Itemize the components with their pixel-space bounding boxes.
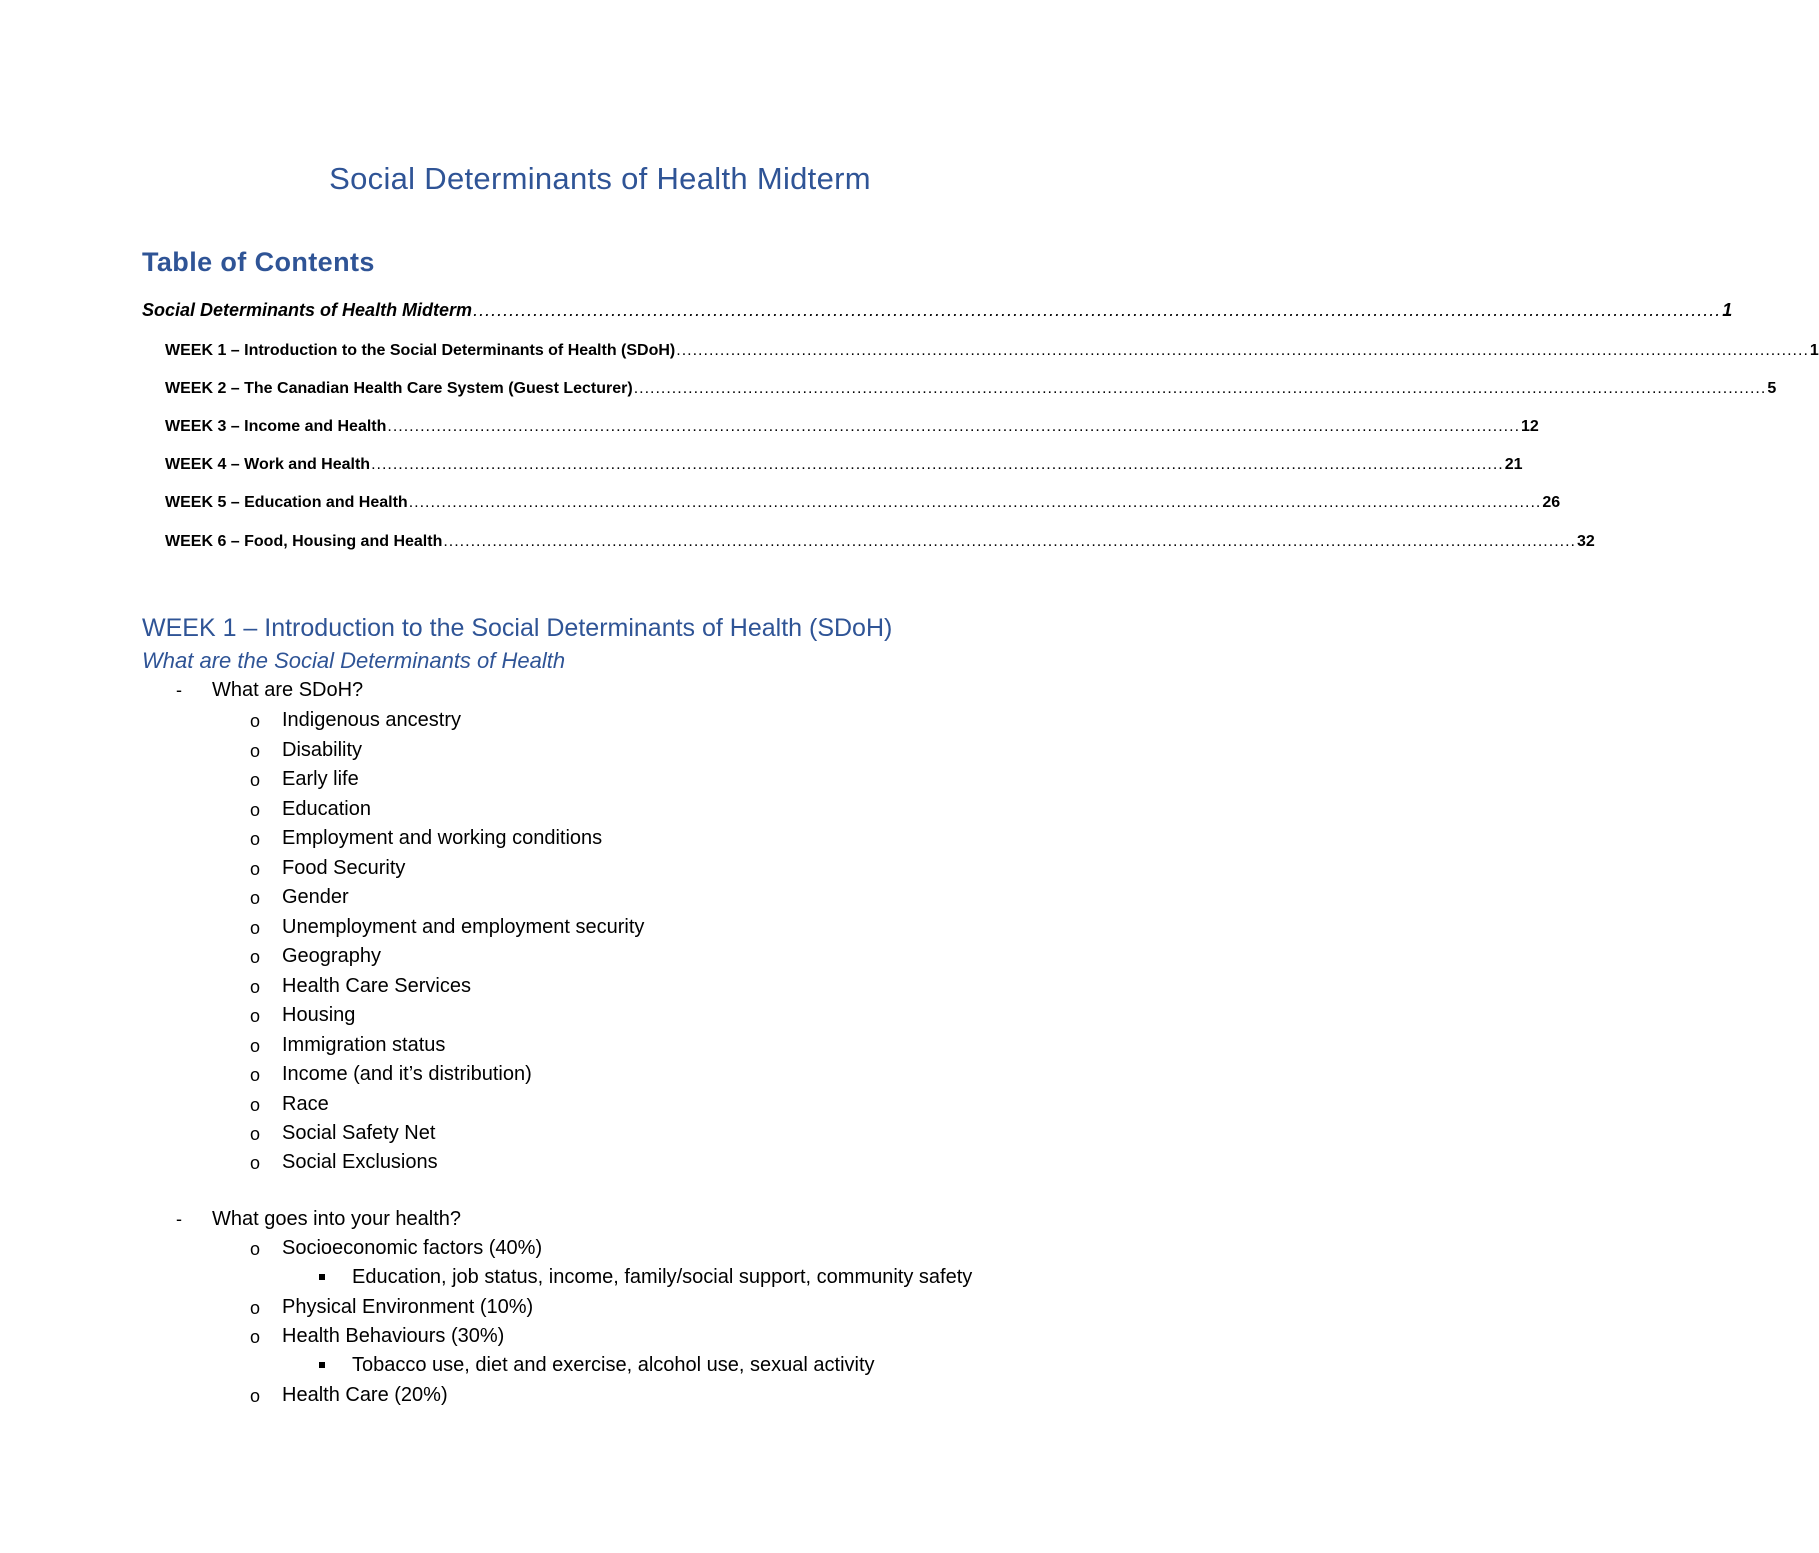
circle-bullet-marker: o (250, 1153, 261, 1173)
list-item: Early life (282, 768, 359, 790)
circle-bullet-marker: o (250, 859, 261, 879)
circle-bullet-marker: o (250, 1327, 261, 1347)
circle-bullet-marker: o (250, 829, 261, 849)
toc-entry-label: WEEK 1 – Introduction to the Social Determinants of Health (SDoH) (165, 342, 676, 359)
section-subheading: What are the Social Determinants of Health (142, 648, 566, 673)
list-item: Education, job status, income, family/social support, community safety (352, 1266, 973, 1288)
list-item: Socioeconomic factors (40%) (282, 1237, 543, 1259)
dash-bullet-marker: - (176, 680, 182, 700)
toc-heading: Table of Contents (142, 247, 375, 277)
toc-leader-dots: ................................................................................................................................................................................................................ (387, 418, 1521, 435)
toc-leader-dots: ................................................................................................................................................................................................................ (633, 380, 1767, 397)
circle-bullet-marker: o (250, 1124, 261, 1144)
list-item: Health Care Services (282, 975, 471, 997)
toc-entry-page: 26 (1542, 494, 1561, 511)
toc-entry-week-3[interactable] (165, 418, 1539, 436)
list-item: Social Safety Net (282, 1122, 436, 1144)
toc-entry-page: 32 (1576, 533, 1595, 550)
list-item: Tobacco use, diet and exercise, alcohol use, sexual activity (352, 1354, 875, 1376)
circle-bullet-marker: o (250, 1095, 261, 1115)
section-heading: WEEK 1 – Introduction to the Social Determinants of Health (SDoH) (142, 614, 893, 642)
list-item: Housing (282, 1004, 356, 1026)
list-item: Food Security (282, 857, 406, 879)
circle-bullet-marker: o (250, 1239, 261, 1259)
list-item: Social Exclusions (282, 1151, 438, 1173)
toc-entry-label: WEEK 5 – Education and Health (165, 494, 408, 511)
toc-entry-week-2[interactable] (165, 380, 1777, 398)
list-item: Immigration status (282, 1034, 446, 1056)
list-item: Physical Environment (10%) (282, 1296, 534, 1318)
circle-bullet-marker: o (250, 800, 261, 820)
toc-entry-label: WEEK 6 – Food, Housing and Health (165, 533, 443, 550)
list-item: Geography (282, 945, 381, 967)
list-item: Unemployment and employment security (282, 916, 645, 938)
list-item: Employment and working conditions (282, 827, 603, 849)
circle-bullet-marker: o (250, 741, 261, 761)
dash-bullet-marker: - (176, 1209, 182, 1229)
toc-entry-label: WEEK 3 – Income and Health (165, 418, 387, 435)
list-item: Indigenous ancestry (282, 709, 462, 731)
list-item: Gender (282, 886, 349, 908)
square-bullet-marker (319, 1274, 325, 1280)
square-bullet-marker (319, 1362, 325, 1368)
toc-entry-label: WEEK 4 – Work and Health (165, 456, 371, 473)
toc-entry-page: 1 (1809, 342, 1819, 359)
circle-bullet-marker: o (250, 1386, 261, 1406)
circle-bullet-marker: o (250, 1298, 261, 1318)
document-title: Social Determinants of Health Midterm (329, 161, 871, 196)
toc-entry-week-6[interactable] (165, 533, 1595, 551)
toc-entry-week-1[interactable] (165, 342, 1819, 360)
toc-entry-week-4[interactable] (165, 456, 1523, 474)
circle-bullet-marker: o (250, 918, 261, 938)
list-item: What are SDoH? (212, 679, 364, 701)
list-item: Health Behaviours (30%) (282, 1325, 505, 1347)
circle-bullet-marker: o (250, 977, 261, 997)
toc-leader-dots: ................................................................................................................................................................................................................ (473, 300, 1722, 320)
toc-leader-dots: ................................................................................................................................................................................................................ (443, 533, 1576, 550)
toc-entry-label: WEEK 2 – The Canadian Health Care System (Guest Lecturer) (165, 380, 633, 397)
toc-entry-title[interactable] (142, 300, 1733, 321)
toc-entry-page: 12 (1521, 418, 1539, 435)
list-item: Disability (282, 739, 363, 761)
toc-entry-page: 21 (1504, 456, 1523, 473)
toc-entry-week-5[interactable] (165, 494, 1561, 512)
circle-bullet-marker: o (250, 888, 261, 908)
toc-leader-dots: ................................................................................................................................................................................................................ (408, 494, 1542, 511)
circle-bullet-marker: o (250, 1006, 261, 1026)
list-item: Health Care (20%) (282, 1384, 448, 1406)
toc-entry-page: 1 (1722, 300, 1733, 320)
circle-bullet-marker: o (250, 947, 261, 967)
toc-entry-label: Social Determinants of Health Midterm (142, 300, 473, 320)
list-item: Income (and it’s distribution) (282, 1063, 532, 1085)
circle-bullet-marker: o (250, 1036, 261, 1056)
list-item: Education (282, 798, 371, 820)
toc-leader-dots: ................................................................................................................................................................................................................ (676, 342, 1809, 359)
circle-bullet-marker: o (250, 711, 261, 731)
circle-bullet-marker: o (250, 1065, 261, 1085)
toc-leader-dots: ................................................................................................................................................................................................................ (371, 456, 1504, 473)
list-item: What goes into your health? (212, 1208, 462, 1230)
list-item: Race (282, 1093, 329, 1115)
toc-entry-page: 5 (1767, 380, 1777, 397)
circle-bullet-marker: o (250, 770, 261, 790)
